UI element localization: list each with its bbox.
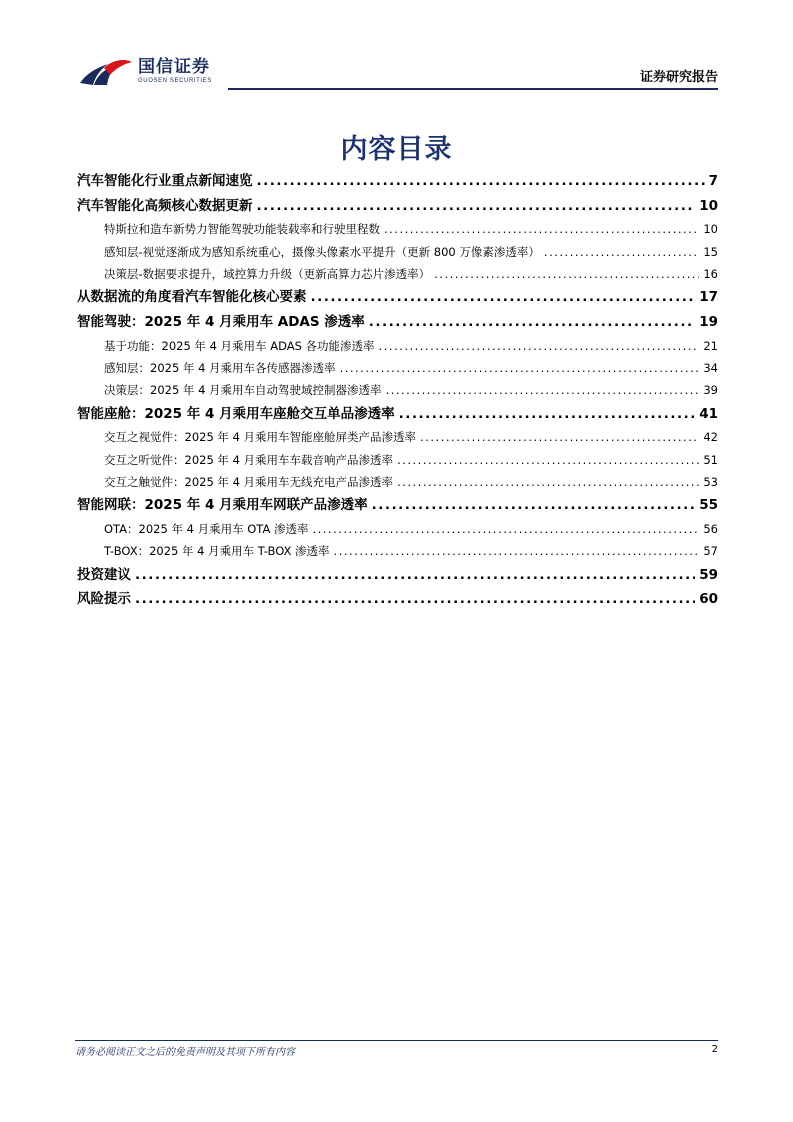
toc-entry-page-number: 19 bbox=[699, 313, 718, 330]
toc-title: 内容目录 bbox=[340, 134, 453, 165]
toc-entry-subsection[interactable] bbox=[77, 335, 718, 357]
toc-entry-label: 特斯拉和造车新势力智能驾驶功能装载率和行驶里程数 bbox=[104, 222, 380, 237]
footer-divider bbox=[75, 1040, 718, 1041]
toc-entry-label: 智能座舱：2025 年 4 月乘用车座舱交互单品渗透率 bbox=[77, 405, 395, 422]
toc-entry-section[interactable] bbox=[77, 194, 718, 219]
guosen-logo-mark-icon bbox=[78, 56, 134, 86]
toc-entry-label: 决策层-数据要求提升，域控算力升级（更新高算力芯片渗透率） bbox=[104, 266, 431, 281]
toc-entry-label: 交互之触觉件：2025 年 4 月乘用车无线充电产品渗透率 bbox=[104, 475, 394, 490]
toc-entry-subsection[interactable] bbox=[77, 426, 718, 448]
toc-leader-dots bbox=[334, 540, 700, 562]
toc-leader-dots bbox=[340, 357, 700, 379]
toc-entry-subsection[interactable] bbox=[77, 379, 718, 401]
toc-entry-section[interactable] bbox=[77, 402, 718, 427]
report-type-label: 证券研究报告 bbox=[639, 70, 718, 85]
toc-entry-page-number: 57 bbox=[703, 544, 718, 559]
toc-entry-label: 汽车智能化行业重点新闻速览 bbox=[77, 173, 253, 189]
page-header bbox=[0, 0, 793, 95]
toc-entry-label: 智能驾驶：2025 年 4 月乘用车 ADAS 渗透率 bbox=[77, 313, 365, 330]
toc-entry-page-number: 16 bbox=[703, 266, 718, 281]
toc-leader-dots bbox=[312, 518, 699, 540]
table-of-contents bbox=[77, 169, 718, 612]
toc-entry-page-number: 42 bbox=[703, 430, 718, 445]
toc-entry-page-number: 39 bbox=[703, 383, 718, 398]
guosen-logo bbox=[78, 56, 212, 86]
footer-disclaimer: 请务必阅读正文之后的免责声明及其项下所有内容 bbox=[75, 1047, 295, 1058]
toc-entry-page-number: 41 bbox=[699, 405, 718, 422]
toc-entry-section[interactable] bbox=[77, 563, 718, 588]
toc-entry-label: 汽车智能化高频核心数据更新 bbox=[77, 197, 253, 214]
toc-entry-page-number: 10 bbox=[699, 197, 718, 214]
toc-entry-label: 基于功能：2025 年 4 月乘用车 ADAS 各功能渗透率 bbox=[104, 338, 375, 353]
toc-entry-page-number: 34 bbox=[703, 360, 718, 375]
toc-leader-dots bbox=[135, 587, 695, 612]
toc-entry-label: 感知层：2025 年 4 月乘用车各传感器渗透率 bbox=[104, 360, 336, 375]
toc-entry-page-number: 59 bbox=[699, 566, 718, 583]
toc-leader-dots bbox=[399, 402, 696, 427]
toc-entry-label: T-BOX：2025 年 4 月乘用车 T-BOX 渗透率 bbox=[104, 544, 330, 559]
toc-entry-subsection[interactable] bbox=[77, 449, 718, 471]
toc-entry-label: 投资建议 bbox=[77, 566, 131, 583]
header-divider bbox=[228, 88, 718, 90]
toc-entry-page-number: 51 bbox=[703, 452, 718, 467]
toc-entry-subsection[interactable] bbox=[77, 518, 718, 540]
toc-leader-dots bbox=[372, 493, 696, 518]
toc-entry-label: 风险提示 bbox=[77, 591, 131, 608]
toc-entry-section[interactable] bbox=[77, 285, 718, 310]
toc-entry-section[interactable] bbox=[77, 310, 718, 335]
toc-entry-subsection[interactable] bbox=[77, 540, 718, 562]
toc-leader-dots bbox=[544, 241, 699, 263]
toc-leader-dots bbox=[135, 563, 695, 588]
toc-leader-dots bbox=[379, 335, 700, 357]
toc-leader-dots bbox=[369, 310, 695, 335]
toc-entry-page-number: 21 bbox=[703, 338, 718, 353]
toc-leader-dots bbox=[434, 263, 699, 285]
logo-chinese-name: 国信证券 bbox=[138, 57, 210, 77]
logo-english-name: GUOSEN SECURITIES bbox=[138, 78, 212, 84]
toc-leader-dots bbox=[311, 285, 696, 310]
toc-leader-dots bbox=[397, 449, 699, 471]
toc-entry-page-number: 17 bbox=[699, 289, 718, 306]
toc-leader-dots bbox=[397, 471, 699, 493]
toc-entry-subsection[interactable] bbox=[77, 263, 718, 285]
toc-entry-label: 决策层：2025 年 4 月乘用车自动驾驶域控制器渗透率 bbox=[104, 383, 382, 398]
toc-entry-page-number: 10 bbox=[703, 222, 718, 237]
toc-entry-page-number: 15 bbox=[703, 244, 718, 259]
toc-entry-label: 智能网联：2025 年 4 月乘用车网联产品渗透率 bbox=[77, 497, 368, 514]
toc-entry-page-number: 7 bbox=[708, 173, 718, 189]
toc-entry-label: 交互之视觉件：2025 年 4 月乘用车智能座舱屏类产品渗透率 bbox=[104, 430, 417, 445]
toc-leader-dots bbox=[386, 379, 700, 401]
toc-entry-page-number: 53 bbox=[703, 475, 718, 490]
toc-entry-label: 感知层-视觉逐渐成为感知系统重心，摄像头像素水平提升（更新 800 万像素渗透率） bbox=[104, 244, 540, 259]
toc-entry-label: 交互之听觉件：2025 年 4 月乘用车车载音响产品渗透率 bbox=[104, 452, 394, 467]
toc-entry-section[interactable] bbox=[77, 169, 718, 194]
toc-entry-page-number: 56 bbox=[703, 522, 718, 537]
toc-entry-subsection[interactable] bbox=[77, 241, 718, 263]
toc-leader-dots bbox=[257, 169, 705, 194]
toc-leader-dots bbox=[384, 218, 699, 240]
toc-entry-label: OTA：2025 年 4 月乘用车 OTA 渗透率 bbox=[104, 522, 309, 537]
toc-entry-subsection[interactable] bbox=[77, 218, 718, 240]
toc-entry-section[interactable] bbox=[77, 493, 718, 518]
toc-entry-section[interactable] bbox=[77, 587, 718, 612]
toc-leader-dots bbox=[420, 426, 699, 448]
toc-entry-page-number: 55 bbox=[699, 497, 718, 514]
page-number: 2 bbox=[711, 1044, 718, 1055]
toc-entry-subsection[interactable] bbox=[77, 471, 718, 493]
toc-entry-label: 从数据流的角度看汽车智能化核心要素 bbox=[77, 289, 307, 306]
toc-entry-subsection[interactable] bbox=[77, 357, 718, 379]
toc-leader-dots bbox=[257, 194, 696, 219]
toc-entry-page-number: 60 bbox=[699, 591, 718, 608]
